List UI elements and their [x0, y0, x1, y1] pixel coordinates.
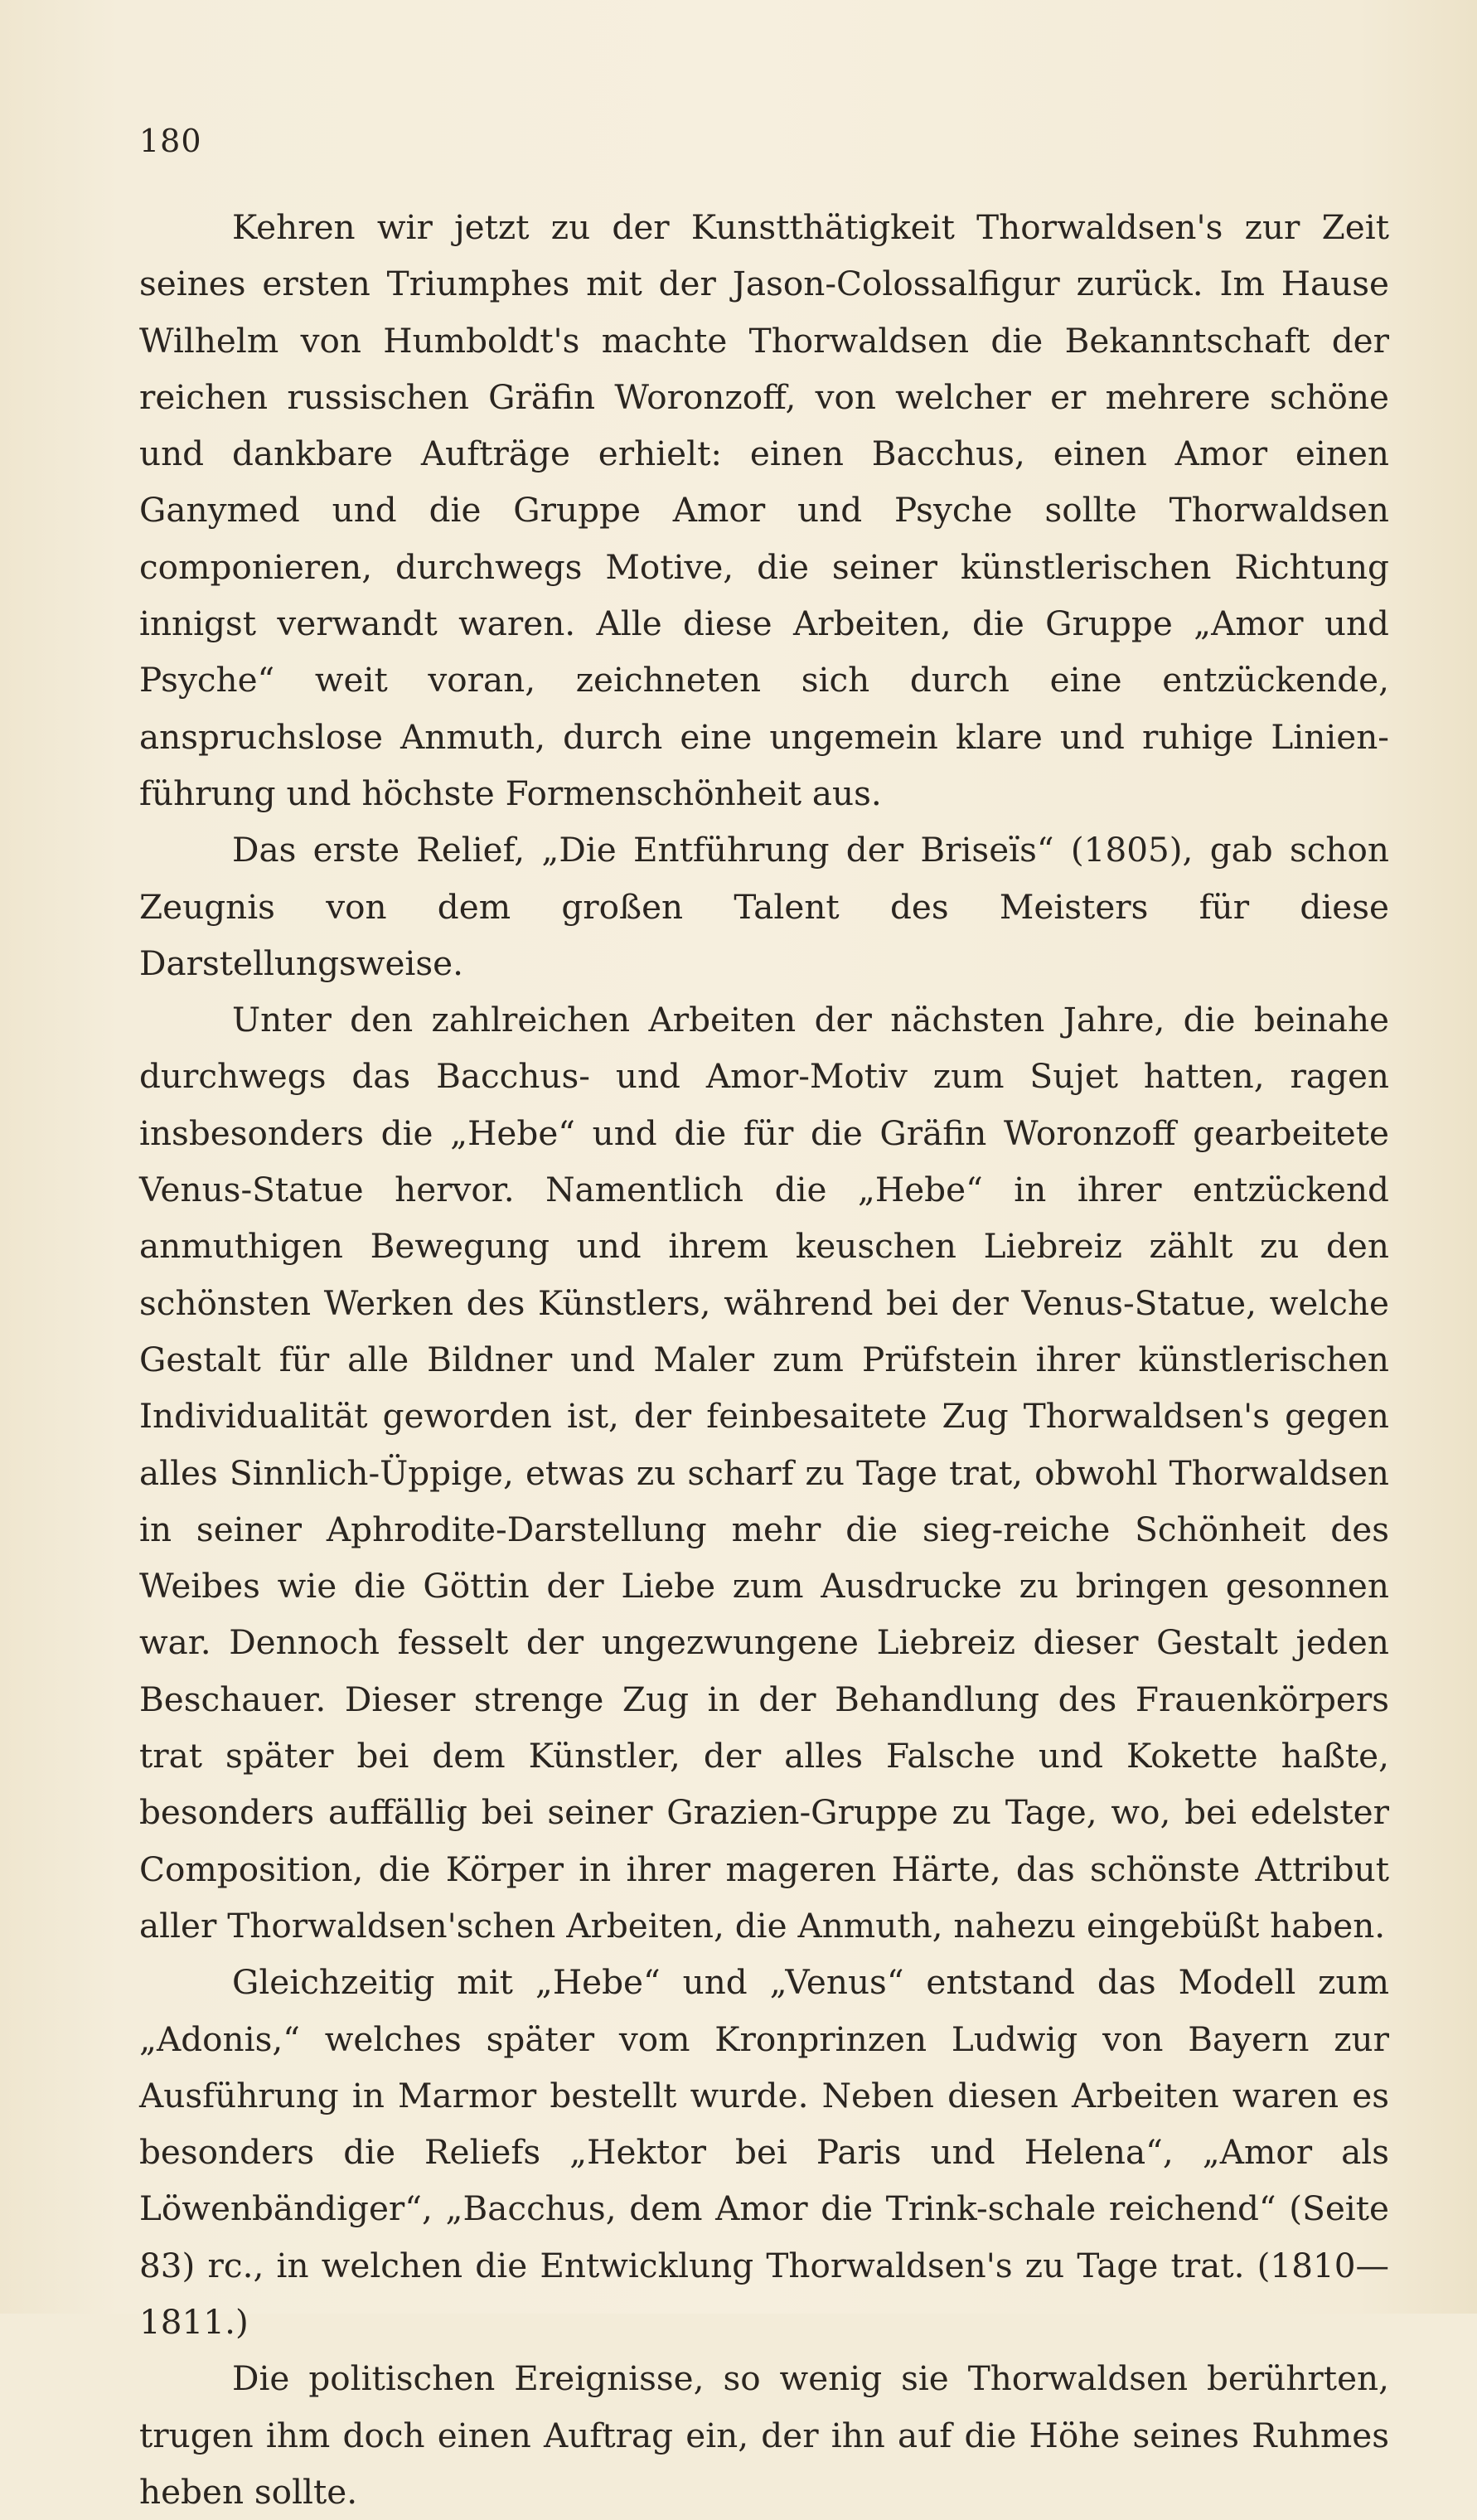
paragraph-4: Gleichzeitig mit „Hebe“ und „Venus“ entstand das Modell zum „Adonis,“ welches später vom Kronprinzen Ludwig von Bayern zur Ausführung in Marmor bestellt wurde. Neben diesen Arbeiten waren es besonders die Reliefs „Hektor bei Paris und Helena“, „Amor als Löwenbändiger“, „Bacchus, dem Amor die Trink-schale reichend“ (Seite 83) rc., in welchen die Entwicklung Thorwaldsen's zu Tage trat. (1810—1811.) [139, 1962, 1389, 2342]
paragraph-5: Die politischen Ereignisse, so wenig sie Thorwaldsen berührten, trugen ihm doch einen Auftrag ein, der ihn auf die Höhe seines Ruhmes heben sollte. [139, 2358, 1389, 2512]
paragraph-2: Das erste Relief, „Die Entführung der Briseïs“ (1805), gab schon Zeugnis von dem großen Talent des Meisters für diese Darstellungsweise. [139, 830, 1389, 983]
body-text [139, 199, 1389, 2520]
paragraph-1: Kehren wir jetzt zu der Kunstthätigkeit Thorwaldsen's zur Zeit seines ersten Triumphes mit der Jason-Colossalfigur zurück. Im Hause Wilhelm von Humboldt's machte Thorwaldsen die Bekanntschaft der reichen russischen Gräfin Woronzoff, von welcher er mehrere schöne und dankbare Aufträge erhielt: einen Bacchus, einen Amor einen Ganymed und die Gruppe Amor und Psyche sollte Thorwaldsen componieren, durchwegs Motive, die seiner künstlerischen Richtung innigst verwandt waren. Alle diese Arbeiten, die Gruppe „Amor und Psyche“ weit voran, zeichneten sich durch eine entzückende, anspruchslose Anmuth, durch eine ungemein klare und ruhige Linien-führung und höchste Formenschönheit aus. [139, 207, 1389, 813]
paragraph-3: Unter den zahlreichen Arbeiten der nächsten Jahre, die beinahe durchwegs das Bacchus- und Amor-Motiv zum Sujet hatten, ragen insbesonders die „Hebe“ und die für die Gräfin Woronzoff gearbeitete Venus-Statue hervor. Namentlich die „Hebe“ in ihrer entzückend anmuthigen Bewegung und ihrem keuschen Liebreiz zählt zu den schönsten Werken des Künstlers, während bei der Venus-Statue, welche Gestalt für alle Bildner und Maler zum Prüfstein ihrer künstlerischen Individualität geworden ist, der feinbesaitete Zug Thorwaldsen's gegen alles Sinnlich-Üppige, etwas zu scharf zu Tage trat, obwohl Thorwaldsen in seiner Aphrodite-Darstellung mehr die sieg-reiche Schönheit des Weibes wie die Göttin der Liebe zum Ausdrucke zu bringen gesonnen war. Dennoch fesselt der ungezwungene Liebreiz dieser Gestalt jeden Beschauer. Dieser strenge Zug in der Behandlung des Frauenkörpers trat später bei dem Künstler, der alles Falsche und Kokette haßte, besonders auffällig bei seiner Grazien-Gruppe zu Tage, wo, bei edelster Composition, die Körper in ihrer mageren Härte, das schönste Attribut aller Thorwaldsen'schen Arbeiten, die Anmuth, nahezu eingebüßt haben. [139, 1000, 1389, 1946]
page-number: 180 [139, 123, 202, 159]
